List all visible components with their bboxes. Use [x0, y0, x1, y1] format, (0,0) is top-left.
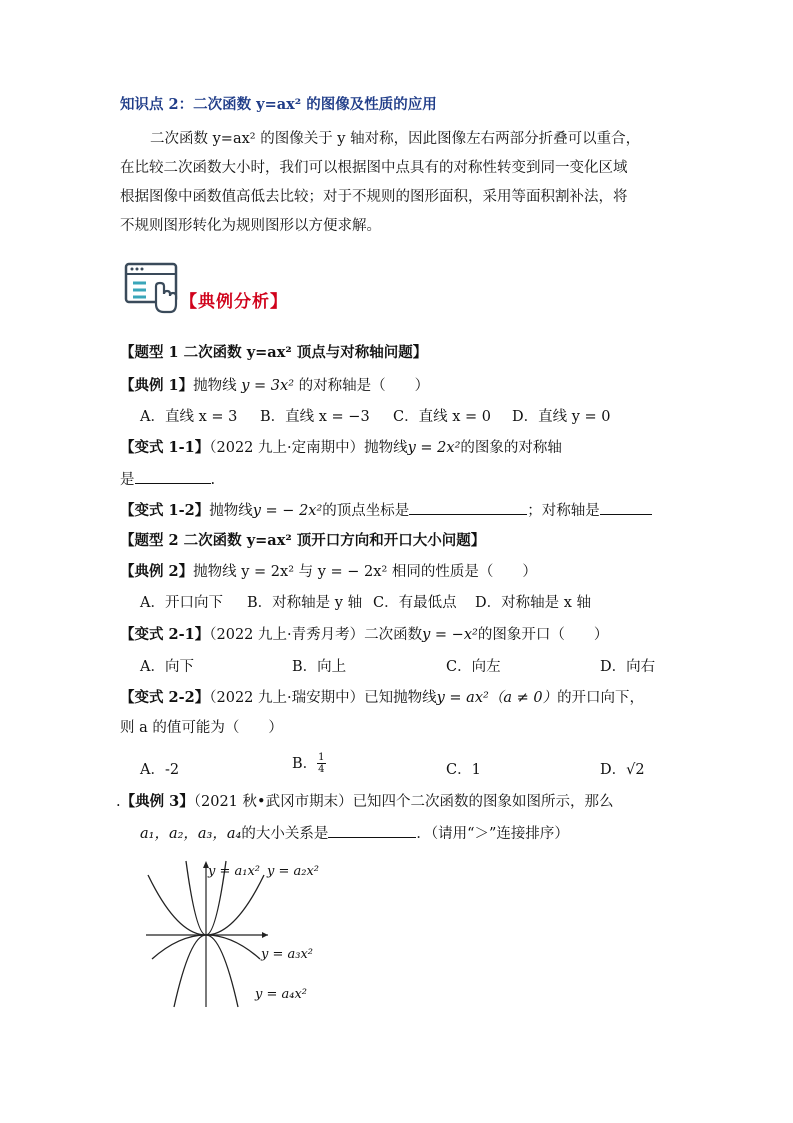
answer-blank[interactable]	[328, 823, 416, 838]
label-a1: y = a₁x²	[208, 864, 261, 879]
example2-option-b: B．对称轴是 y 轴	[247, 595, 363, 611]
variant-2-1-option-a: A．向下	[140, 659, 194, 675]
variant-1-1-line1: 【变式 1-1】（2022 九上·定南期中）抛物线y = 2x²的图象的对称轴	[120, 439, 562, 456]
type2-title: 【题型 2 二次函数 y=ax² 顶开口方向和开口大小问题】	[120, 532, 486, 549]
x-axis-arrow-icon	[262, 932, 268, 938]
label-a4: y = a₄x²	[255, 987, 308, 1002]
variant-2-2-option-b: B． $\frac{1}{4}$	[292, 752, 325, 775]
example1-option-b: B．直线 x = −3	[260, 409, 370, 425]
example2-question: 【典例 2】抛物线 y = 2x² 与 y = − 2x² 相同的性质是（ ）	[120, 563, 537, 580]
intro-line-3: 根据图像中函数值高低去比较；对于不规则的图形面积，采用等面积割补法，将	[120, 189, 628, 205]
section-title: 知识点 2：二次函数 y=ax² 的图像及性质的应用	[120, 96, 437, 113]
variant-2-1-option-b: B．向上	[292, 659, 347, 675]
variant-2-1-option-c: C．向左	[446, 659, 501, 675]
answer-blank[interactable]	[409, 500, 527, 515]
example3-line1: .【典例 3】（2021 秋•武冈市期末）已知四个二次函数的图象如图所示，那么	[116, 793, 614, 810]
example3-line2: a₁，a₂，a₃，a₄的大小关系是 ．（请用“＞”连接排序）	[140, 823, 569, 844]
variant-2-2-option-d: D．√2	[600, 762, 645, 778]
example1-question: 【典例 1】抛物线 y = 3x² 的对称轴是（ ）	[120, 377, 430, 394]
variant-2-2-option-c: C．1	[446, 762, 481, 778]
variant-2-2-option-a: A．-2	[140, 762, 180, 778]
example2-option-a: A．开口向下	[140, 595, 223, 611]
example2-option-d: D．对称轴是 x 轴	[475, 595, 592, 611]
variant-2-1-question: 【变式 2-1】（2022 九上·青秀月考）二次函数y = −x²的图象开口（ ）	[120, 626, 609, 643]
example1-option-d: D．直线 y = 0	[512, 409, 611, 425]
intro-paragraph	[120, 125, 680, 241]
answer-blank[interactable]	[600, 500, 652, 515]
variant-2-2-line1: 【变式 2-2】（2022 九上·瑞安期中）已知抛物线y = ax²（a ≠ 0）的开口向下，	[120, 689, 645, 706]
parabola-graph	[140, 855, 340, 1015]
label-a3: y = a₃x²	[261, 947, 314, 962]
variant-1-2: 【变式 1-2】抛物线y = − 2x²的顶点坐标是 ；对称轴是	[120, 500, 652, 521]
example2-option-c: C．有最低点	[373, 595, 457, 611]
example1-option-c: C．直线 x = 0	[393, 409, 491, 425]
label-a2: y = a₂x²	[267, 864, 320, 879]
banner-title: 【典例分析】	[180, 292, 288, 312]
intro-line-1: 二次函数 y=ax² 的图像关于 y 轴对称，因此图像左右两部分折叠可以重合，	[150, 131, 641, 147]
variant-2-2-line2: 则 a 的值可能为（ ）	[120, 720, 283, 736]
click-document-icon	[124, 262, 182, 316]
variant-1-1-line2: 是 .	[120, 469, 215, 490]
variant-2-1-option-d: D．向右	[600, 659, 656, 675]
example1-option-a: A．直线 x = 3	[140, 409, 238, 425]
answer-blank[interactable]	[135, 469, 211, 484]
intro-line-4: 不规则图形转化为规则图形以方便求解。	[120, 218, 381, 234]
intro-line-2: 在比较二次函数大小时，我们可以根据图中点具有的对称性转变到同一变化区域	[120, 160, 628, 176]
type1-title: 【题型 1 二次函数 y=ax² 顶点与对称轴问题】	[120, 344, 428, 361]
